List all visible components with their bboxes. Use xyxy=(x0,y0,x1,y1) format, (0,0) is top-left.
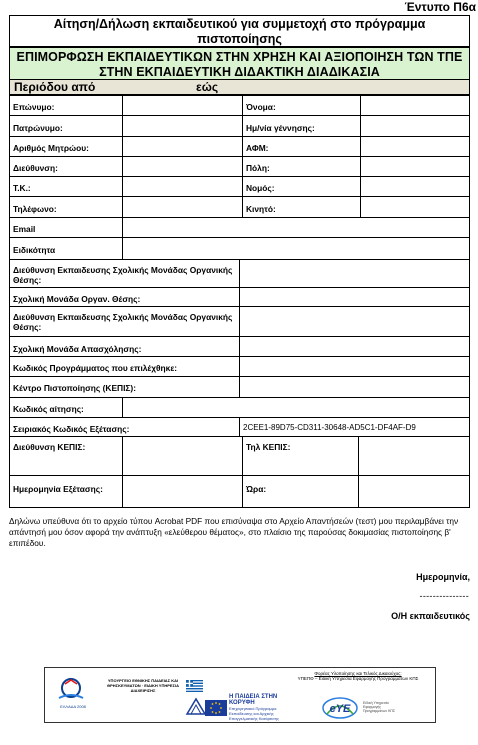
form-code: Έντυπο Π6α xyxy=(404,0,476,14)
afm-field[interactable] xyxy=(361,137,469,157)
greece-2008-text: ΕΛΛΑΔΑ 2008 xyxy=(60,704,86,709)
greek-flag-icon xyxy=(186,679,203,691)
program-code-label: Κωδικός Προγράμματος που επιλέχθηκε: xyxy=(10,357,240,377)
exam-serial-value: 2CEE1-89D75-CD311-30648-AD5C1-DF4AF-D9 xyxy=(240,418,469,437)
kepis-phone-label: Τηλ ΚΕΠΙΣ: xyxy=(243,437,359,476)
father-field[interactable] xyxy=(123,116,243,137)
phone-field[interactable] xyxy=(123,197,243,218)
kepis-phone-field[interactable] xyxy=(359,437,469,476)
email-label: Email xyxy=(10,218,123,238)
registry-label: Αριθμός Μητρώου: xyxy=(10,137,123,157)
education-op-title: Η ΠΑΙΔΕΙΑ ΣΤΗΝ ΚΟΡΥΦΗ xyxy=(229,694,278,706)
eye-logo-icon xyxy=(321,694,359,720)
date-label: Ημερομηνία, xyxy=(416,572,470,582)
phone-label: Τηλέφωνο: xyxy=(10,197,123,218)
funding-logos-banner xyxy=(44,667,436,723)
time-label: Ώρα: xyxy=(243,476,359,507)
declaration-statement: Δηλώνω υπεύθυνα ότι το αρχείο τύπου Acrobat PDF που επισύναψα στο Αρχείο Απαντήσεών (τεστ) μου περιλαμβάνει την απάντησή μου όσον αφορά την ανάπτυξη «ελεύθερου θέματος», στο πλαίσιο της παρούσας δοκιμασίας πιστοποίησης β' επιπέδου. xyxy=(9,516,459,548)
eye-logo-text: Ειδική Υπηρεσία Εφαρμογής Προγραμμάτων ΚΠΣ xyxy=(363,701,396,713)
specialty-label: Ειδικότητα xyxy=(10,238,123,260)
birthdate-label: Ημ/νία γέννησης: xyxy=(243,116,361,137)
school-organic-label: Σχολική Μονάδα Οργαν. Θέσης: xyxy=(10,288,240,307)
carrier-line-1: Φορέας Υλοποίησης και Τελικός Δικαιούχος: xyxy=(314,671,402,676)
signer-label: Ο/Η εκπαιδευτικός xyxy=(391,611,470,621)
exam-serial-label: Σειριακός Κωδικός Εξέτασης: xyxy=(10,418,240,437)
period-to-label: εώς xyxy=(196,80,219,94)
applicant-form-table xyxy=(9,95,470,508)
education-directorate-organic-label: Διεύθυνση Εκπαιδευσης Σχολικής Μονάδας Οργανικής Θέσης: xyxy=(10,260,240,288)
svg-text:eYE: eYE xyxy=(329,703,351,715)
education-op-subtitle: Επιχειρησιακό Πρόγραμμα Εκπαίδευσης και Αρχικής Επαγγελματικής Κατάρτισης xyxy=(229,706,279,721)
ministry-logo-text: ΥΠΟΥΡΓΕΙΟ ΕΘΝΙΚΗΣ ΠΑΙΔΕΙΑΣ ΚΑΙ ΘΡΗΣΚΕΥΜΑΤΩΝ · ΕΙΔΙΚΗ ΥΠΗΡΕΣΙΑ ΔΙΑΧΕΙΡΙΣΗΣ xyxy=(107,678,179,693)
postal-code-label: Τ.Κ.: xyxy=(10,177,123,197)
school-service-label: Σχολική Μονάδα Απασχόλησης: xyxy=(10,337,240,357)
carrier-line-2: ΥΠΕΠΘ – Ειδική Υπηρεσία Εφαρμογής Προγραμμάτων ΚΠΣ xyxy=(297,676,419,681)
city-field[interactable] xyxy=(361,157,469,177)
birthdate-field[interactable] xyxy=(361,116,469,137)
mobile-label: Κινητό: xyxy=(243,197,361,218)
greece-2008-emblem-icon xyxy=(51,674,91,704)
address-label: Διεύθυνση: xyxy=(10,157,123,177)
peak-emblem-icon xyxy=(185,696,207,716)
date-dashes: --------------- xyxy=(419,591,469,601)
school-organic-field[interactable] xyxy=(240,288,469,307)
father-label: Πατρώνυμο: xyxy=(10,116,123,137)
address-field[interactable] xyxy=(123,157,243,177)
surname-label: Επώνυμο: xyxy=(10,96,123,116)
afm-label: ΑΦΜ: xyxy=(243,137,361,157)
prefecture-label: Νομός: xyxy=(243,177,361,197)
kepis-address-field[interactable] xyxy=(123,437,243,476)
greece-2008-logo xyxy=(51,674,91,718)
program-title: ΕΠΙΜΟΡΦΩΣΗ ΕΚΠΑΙΔΕΥΤΙΚΩΝ ΣΤΗΝ ΧΡΗΣΗ ΚΑΙ ΑΞΙΟΠΟΙΗΣΗ ΤΩΝ ΤΠΕ ΣΤΗΝ ΕΚΠΑΙΔΕΥΤΙΚΗ ΔΙΔΑΚΤΙΚΗ ΔΙΑΔΙΚΑΣΙΑ xyxy=(9,47,470,80)
exam-date-label: Ημερομηνία Εξέτασης: xyxy=(10,476,123,507)
period-from-label: Περιόδου από xyxy=(14,80,96,94)
implementing-body-text xyxy=(281,671,435,681)
form-title: Αίτηση/Δήλωση εκπαιδευτικού για συμμετοχή στο πρόγραμμα πιστοποίησης xyxy=(9,15,470,47)
kepis-label: Κέντρο Πιστοποίησης (ΚΕΠΙΣ): xyxy=(10,377,240,398)
kepis-field[interactable] xyxy=(240,377,469,398)
email-field[interactable] xyxy=(123,218,469,238)
specialty-field[interactable] xyxy=(123,238,469,260)
eu-flag-icon xyxy=(205,700,227,716)
education-directorate-organic-field[interactable] xyxy=(240,260,469,288)
education-directorate-organic-2-field[interactable] xyxy=(240,307,469,337)
name-field[interactable] xyxy=(361,96,469,116)
city-label: Πόλη: xyxy=(243,157,361,177)
education-op-logo xyxy=(229,694,285,721)
prefecture-field[interactable] xyxy=(361,177,469,197)
postal-code-field[interactable] xyxy=(123,177,243,197)
surname-field[interactable] xyxy=(123,96,243,116)
program-code-field[interactable] xyxy=(240,357,469,377)
education-directorate-organic-2-label: Διεύθυνση Εκπαιδευσης Σχολικής Μονάδας Οργανικής Θέσης: xyxy=(10,307,240,337)
registry-field[interactable] xyxy=(123,137,243,157)
school-service-field[interactable] xyxy=(240,337,469,357)
kepis-address-label: Διεύθυνση ΚΕΠΙΣ: xyxy=(10,437,123,476)
period-row xyxy=(9,79,470,95)
mobile-field[interactable] xyxy=(361,197,469,218)
exam-date-field[interactable] xyxy=(123,476,243,507)
application-code-field[interactable] xyxy=(123,398,469,418)
name-label: Όνομα: xyxy=(243,96,361,116)
application-code-label: Κωδικός αίτησης: xyxy=(10,398,123,418)
time-field[interactable] xyxy=(359,476,469,507)
